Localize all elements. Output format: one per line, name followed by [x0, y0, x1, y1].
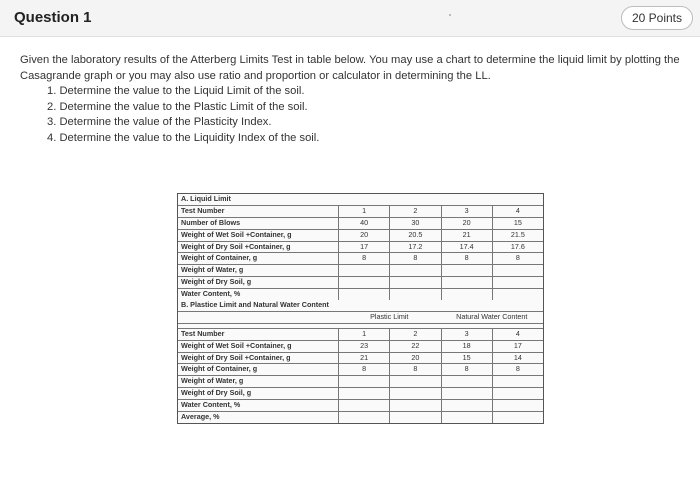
table-cell: [338, 265, 389, 276]
table-cell: 20: [389, 353, 440, 364]
section-b-title: B. Plastice Limit and Natural Water Content: [181, 300, 329, 310]
table-cell: [492, 376, 543, 387]
table-cell: [338, 376, 389, 387]
table-row: [178, 265, 543, 277]
table-cell: 8: [441, 253, 492, 264]
group-plastic-limit: Plastic Limit: [370, 311, 409, 321]
table-cell: 4: [492, 329, 543, 340]
table-cell: 17.6: [492, 242, 543, 253]
table-cell: [441, 388, 492, 399]
section-a-header: [178, 194, 543, 206]
table-cell: 17.4: [441, 242, 492, 253]
table-cell: 20: [338, 230, 389, 241]
table-cell: 8: [389, 364, 440, 375]
row-label: Weight of Dry Soil +Container, g: [181, 241, 291, 251]
table-row: [178, 277, 543, 289]
table-cell: 14: [492, 353, 543, 364]
section-a-title: A. Liquid Limit: [181, 194, 231, 203]
table-cell: [441, 289, 492, 300]
table-row: [178, 388, 543, 400]
row-label: Weight of Water, g: [181, 265, 244, 275]
task-list: [20, 84, 692, 146]
table-cell: [441, 412, 492, 423]
table-cell: 15: [492, 218, 543, 229]
table-cell: 22: [389, 341, 440, 352]
table-cell: 1: [338, 206, 389, 217]
table-row: [178, 341, 543, 353]
table-cell: [338, 388, 389, 399]
task-item: 1. Determine the value to the Liquid Limit of the soil.: [47, 85, 305, 97]
table-cell: 15: [441, 353, 492, 364]
prompt-intro: Given the laboratory results of the Atterberg Limits Test in table below. You may use a chart to determine the liquid limit by plotting the Casagrande graph or you may also use ratio and proportion or calculator in determining the LL.: [20, 54, 680, 82]
table-cell: [492, 388, 543, 399]
table-cell: 3: [441, 329, 492, 340]
table-cell: 21.5: [492, 230, 543, 241]
question-title: Question 1: [14, 9, 92, 26]
section-b-header: [178, 300, 543, 312]
table-cell: 17: [492, 341, 543, 352]
table-cell: 8: [441, 364, 492, 375]
table-cell: 8: [492, 253, 543, 264]
row-label: Weight of Container, g: [181, 364, 258, 374]
table-row: [178, 353, 543, 365]
table-cell: [441, 400, 492, 411]
section-a-body: [178, 206, 543, 300]
table-cell: 17.2: [389, 242, 440, 253]
table-cell: [338, 277, 389, 288]
table-cell: [389, 265, 440, 276]
row-label: Weight of Water, g: [181, 376, 244, 386]
row-label: Weight of Container, g: [181, 253, 258, 263]
table-row: [178, 206, 543, 218]
table-cell: 18: [441, 341, 492, 352]
table-cell: 40: [338, 218, 389, 229]
table-cell: 8: [492, 364, 543, 375]
table-row: [178, 242, 543, 254]
table-cell: 20.5: [389, 230, 440, 241]
row-label: Number of Blows: [181, 217, 241, 227]
table-row: [178, 364, 543, 376]
table-cell: 17: [338, 242, 389, 253]
table-cell: 23: [338, 341, 389, 352]
table-cell: [389, 376, 440, 387]
table-cell: [492, 289, 543, 300]
table-cell: [389, 388, 440, 399]
table-cell: [441, 277, 492, 288]
table-cell: [389, 277, 440, 288]
table-cell: [492, 400, 543, 411]
row-label: Water Content, %: [181, 289, 241, 299]
row-label: Test Number: [181, 205, 225, 215]
row-label: Test Number: [181, 328, 225, 338]
atterberg-table-image: [177, 193, 544, 424]
table-cell: 4: [492, 206, 543, 217]
table-cell: [338, 412, 389, 423]
table-cell: 20: [441, 218, 492, 229]
row-label: Weight of Dry Soil, g: [181, 388, 252, 398]
row-label: Weight of Dry Soil, g: [181, 277, 252, 287]
table-cell: 2: [389, 329, 440, 340]
row-label: Weight of Wet Soil +Container, g: [181, 229, 292, 239]
table-row: [178, 230, 543, 242]
question-prompt: [20, 53, 692, 146]
table-cell: [492, 277, 543, 288]
section-b-groups: [178, 312, 543, 324]
table-cell: [492, 412, 543, 423]
points-badge: 20 Points: [621, 6, 693, 30]
row-label: Average, %: [181, 412, 220, 422]
table-cell: 21: [441, 230, 492, 241]
group-natural-water: Natural Water Content: [456, 311, 528, 321]
table-row: [178, 329, 543, 341]
table-cell: 8: [389, 253, 440, 264]
table-cell: [389, 412, 440, 423]
table-cell: 8: [338, 364, 389, 375]
row-label: Weight of Dry Soil +Container, g: [181, 352, 291, 362]
table-cell: 8: [338, 253, 389, 264]
table-row: [178, 400, 543, 412]
table-cell: 3: [441, 206, 492, 217]
table-cell: 1: [338, 329, 389, 340]
table-cell: [338, 289, 389, 300]
task-item: 2. Determine the value to the Plastic Limit of the soil.: [47, 100, 308, 113]
table-cell: 30: [389, 218, 440, 229]
header-dot: [449, 14, 451, 16]
task-item: 3. Determine the value of the Plasticity Index.: [47, 116, 272, 128]
row-label: Weight of Wet Soil +Container, g: [181, 340, 292, 350]
table-row: [178, 253, 543, 265]
table-cell: 2: [389, 206, 440, 217]
section-b-body: [178, 329, 543, 423]
table-cell: [389, 400, 440, 411]
table-cell: [441, 376, 492, 387]
table-cell: [389, 289, 440, 300]
question-header: [0, 0, 700, 37]
task-item: 4. Determine the value to the Liquidity Index of the soil.: [47, 131, 320, 144]
table-cell: [492, 265, 543, 276]
table-row: [178, 289, 543, 300]
table-cell: 21: [338, 353, 389, 364]
table-row: [178, 376, 543, 388]
row-label: Water Content, %: [181, 400, 241, 410]
table-row: [178, 412, 543, 423]
table-row: [178, 218, 543, 230]
table-cell: [338, 400, 389, 411]
table-cell: [441, 265, 492, 276]
